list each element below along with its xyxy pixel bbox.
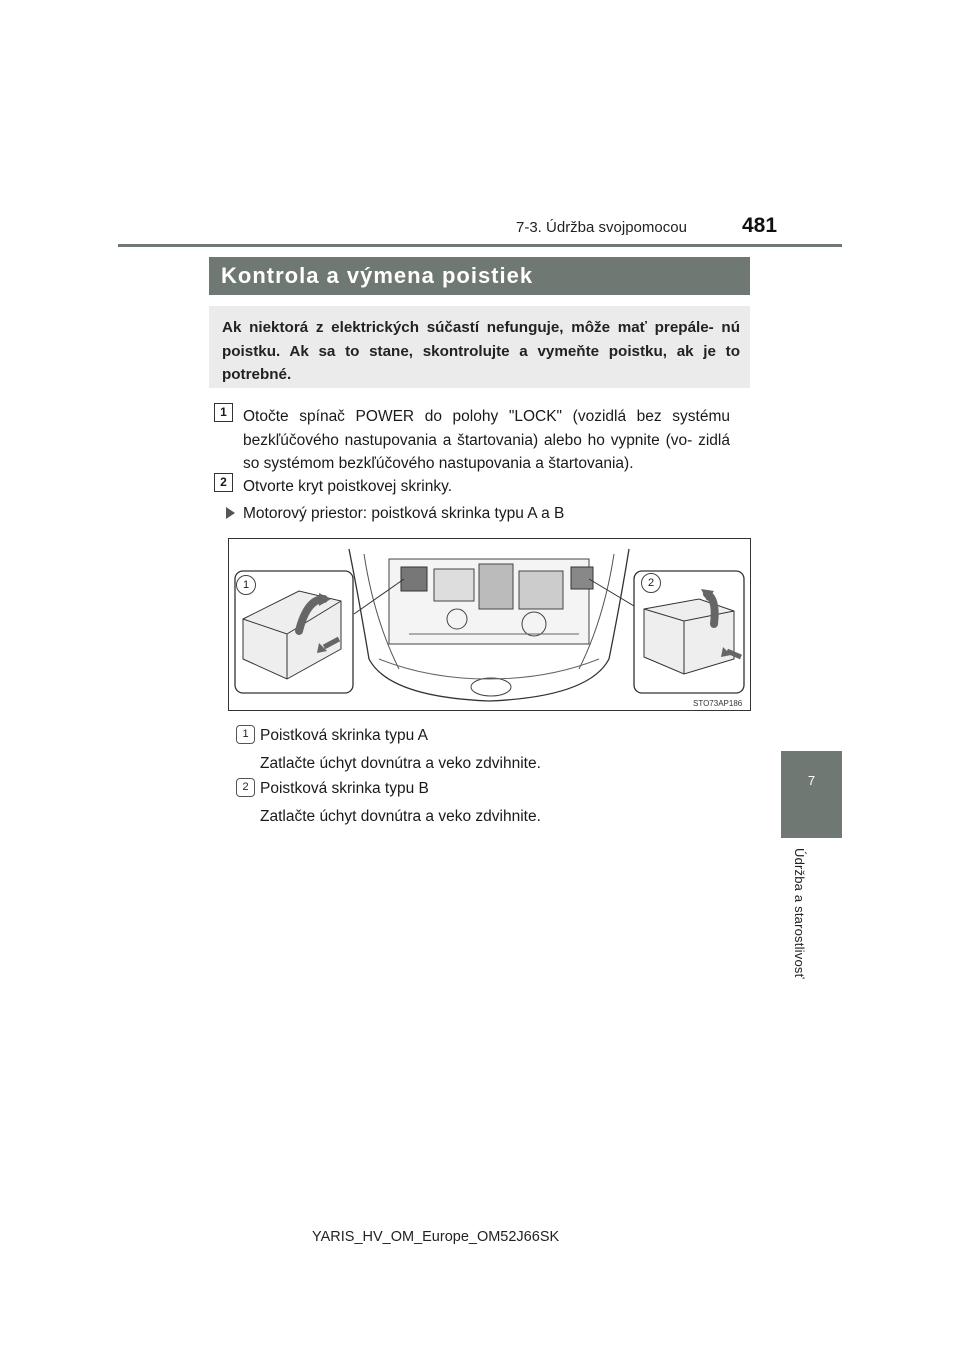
callout-1-title: Poistková skrinka typu A — [260, 727, 428, 744]
callout-1-instruction: Zatlačte úchyt dovnútra a veko zdvihnite. — [260, 755, 541, 772]
chapter-tab — [781, 751, 842, 838]
intro-box — [209, 306, 750, 388]
fuse-box-illustration — [228, 538, 751, 711]
chapter-number: 7 — [807, 773, 816, 788]
bullet-text: Motorový priestor: poistková skrinka typu A a B — [243, 505, 565, 522]
step-1-text: Otočte spínač POWER do polohy "LOCK" (vozidlá bez systému bezkľúčového nastupovania a štartovania) alebo ho vypnite (vo- zidlá so systémom bezkľúčového nastupovania a štartovania). — [243, 408, 730, 472]
document-code-footer: YARIS_HV_OM_Europe_OM52J66SK — [312, 1229, 560, 1245]
header-section-title: 7-3. Údržba svojpomocou — [516, 219, 687, 236]
callout-2-title: Poistková skrinka typu B — [260, 780, 429, 797]
page-number: 481 — [742, 214, 778, 237]
callout-2-instruction: Zatlačte úchyt dovnútra a veko zdvihnite. — [260, 808, 541, 825]
step-badge-1: 1 — [214, 403, 233, 422]
step-2-text: Otvorte kryt poistkovej skrinky. — [243, 478, 453, 495]
header-divider — [118, 244, 842, 247]
figure-callout-2: 2 — [641, 573, 661, 593]
step-badge-2: 2 — [214, 473, 233, 492]
bullet-item — [226, 502, 564, 526]
figure-code: STO73AP186 — [693, 699, 743, 708]
section-title: Kontrola a výmena poistiek — [221, 263, 534, 288]
section-title-bar — [209, 257, 750, 295]
figure-callout-1: 1 — [236, 575, 256, 595]
chapter-label: Údržba a starostlivosť — [792, 848, 807, 979]
engine-bay-drawing — [229, 539, 750, 710]
triangle-bullet-icon — [226, 507, 235, 519]
callout-badge-1: 1 — [236, 725, 255, 744]
intro-text: Ak niektorá z elektrických súčastí nefunguje, môže mať prepále- nú poistku. Ak sa to stane, skontrolujte a vymeňte poistku, ak je to potrebné. — [222, 319, 740, 383]
callout-badge-2: 2 — [236, 778, 255, 797]
